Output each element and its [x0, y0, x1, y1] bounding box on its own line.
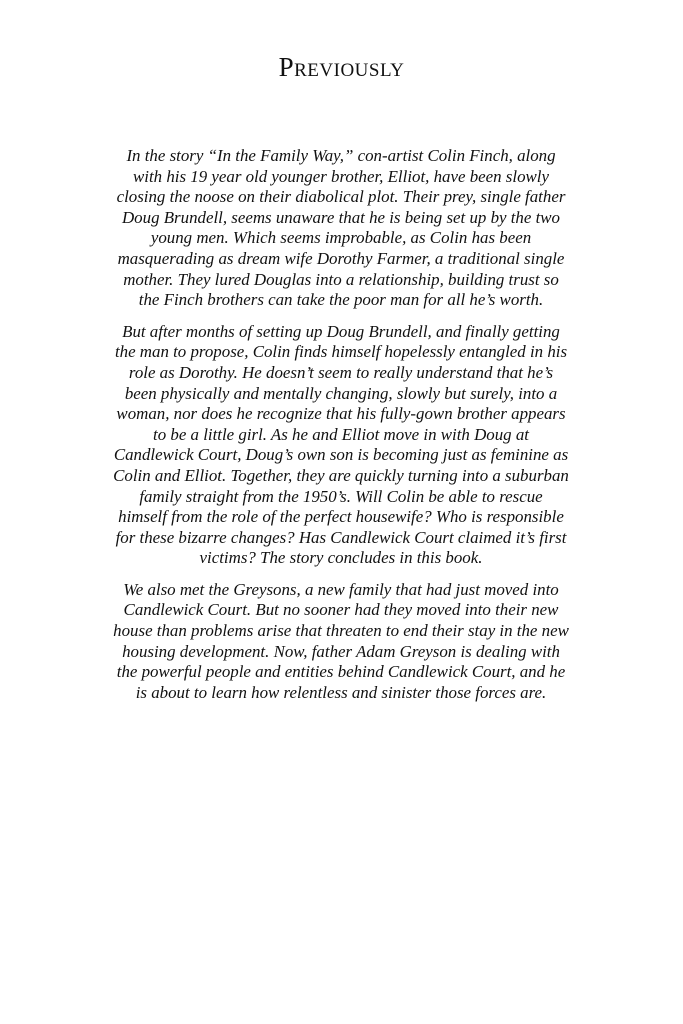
paragraph-family-way-summary: In the story “In the Family Way,” con-artist Colin Finch, along with his 19 year old younger brother, Elliot, have been slowly closing the noose on their diabolical plot. Their prey, single father Doug Brundell, seems unaware that he is being set up by the two young men. Which seems improbable, as Colin has been masquerading as dream wife Dorothy Farmer, a traditional single mother. They lured Douglas into a relationship, building trust so the Finch brothers can take the poor man for all he’s worth. — [116, 146, 566, 310]
page-title: Previously — [278, 52, 405, 82]
paragraph-colin-transformation: But after months of setting up Doug Brundell, and finally getting the man to propose, Colin finds himself hopelessly entangled in his role as Dorothy. He doesn’t seem to really understand that he’s been physically and mentally changing, slowly but surely, into a woman, nor does he recognize that his fully-gown brother appears to be a little girl. As he and Elliot move in with Doug at Candlewick Court, Doug’s own son is becoming just as feminine as Colin and Elliot. Together, they are quickly turning into a suburban family straight from the 1950’s. Will Colin be able to rescue himself from the role of the perfect housewife? Who is responsible for these bizarre changes? Has Candlewick Court claimed it’s first victims? The story concludes in this book. — [113, 321, 569, 568]
paragraph-greysons: We also met the Greysons, a new family that had just moved into Candlewick Court. But no sooner had they moved into their new house than problems arise that threaten to end their stay in the new housing development. Now, father Adam Greyson is dealing with the powerful people and entities behind Candlewick Court, and he is about to learn how relentless and sinister those forces are. — [113, 579, 569, 702]
body-text — [113, 146, 569, 714]
